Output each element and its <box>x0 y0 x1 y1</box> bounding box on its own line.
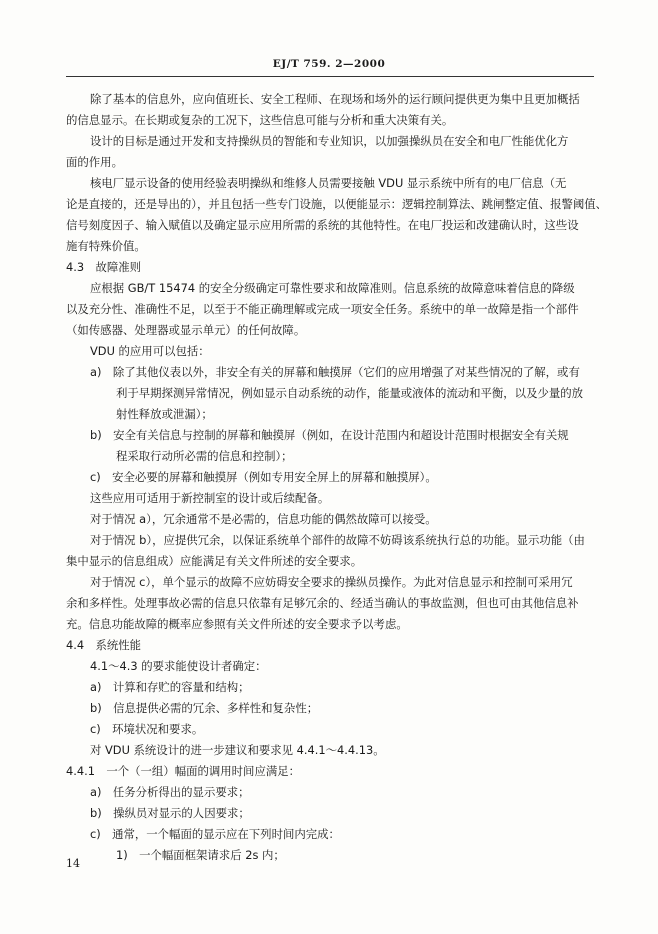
list-item: c) 通常，一个幅面的显示应在下列时间内完成： <box>90 827 340 841</box>
sub-list-item: 1) 一个幅面框架请求后 2s 内； <box>116 848 285 862</box>
list-item: a) 计算和存贮的容量和结构； <box>90 680 250 694</box>
paragraph-line: 对于情况 c），单个显示的故障不应妨碍安全要求的操纵员操作。为此对信息显示和控制可采用冗 <box>90 575 573 589</box>
paragraph-line: 的信息显示。在长期或复杂的工况下，这些信息可能与分析和重大决策有关。 <box>66 113 454 127</box>
list-item: c) 安全必要的屏幕和触摸屏（例如专用安全屏上的屏幕和触摸屏）。 <box>90 470 437 484</box>
subsection-heading: 4.4.1 一个（一组）幅面的调用时间应满足： <box>66 764 301 778</box>
paragraph-line: 这些应用可适用于新控制室的设计或后续配备。 <box>90 491 330 505</box>
list-item: a) 除了其他仪表以外，非安全有关的屏幕和触摸屏（它们的应用增强了对某些情况的了解，或有 <box>90 365 580 379</box>
paragraph-line: 论是直接的，还是导出的），并且包括一些专门设施，以便能显示：逻辑控制算法、跳闸整定值、报警阈值、 <box>66 197 608 211</box>
list-item: a) 任务分析得出的显示要求； <box>90 785 250 799</box>
paragraph-line: （如传感器、处理器或显示单元）的任何故障。 <box>66 323 306 337</box>
page-number: 14 <box>66 857 80 870</box>
list-item: c) 环境状况和要求。 <box>90 722 204 736</box>
paragraph-line: 以及充分性、准确性不足，以至于不能正确理解或完成一项安全任务。系统中的单一故障是指一个部件 <box>66 302 579 316</box>
paragraph-line: 集中显示的信息组成）应能满足有关文件所述的安全要求。 <box>66 554 363 568</box>
paragraph-line: 设计的目标是通过开发和支持操纵员的智能和专业知识，以加强操纵员在安全和电厂性能优化方 <box>90 134 569 148</box>
list-item-cont: 射性释放或泄漏）； <box>116 407 213 421</box>
list-item: b) 信息提供必需的冗余、多样性和复杂性； <box>90 701 319 715</box>
paragraph-line: VDU 的应用可以包括： <box>90 344 210 358</box>
standard-code-header: EJ/T 759. 2—2000 <box>272 58 386 70</box>
paragraph-line: 信号刻度因子、输入赋值以及确定显示应用所需的系统的其他特性。在电厂投运和改建确认时，这些设 <box>66 218 579 232</box>
paragraph-line: 余和多样性。处理事故必需的信息只依靠有足够冗余的、经适当确认的事故监测，但也可由其他信息补 <box>66 596 579 610</box>
list-item-cont: 利于早期探测异常情况，例如显示自动系统的动作，能量或液体的流动和平衡，以及少量的放 <box>116 386 584 400</box>
list-item: b) 操纵员对显示的人因要求； <box>90 806 250 820</box>
paragraph-line: 核电厂显示设备的使用经验表明操纵和维修人员需要接触 VDU 显示系统中所有的电厂信息（无 <box>90 176 567 190</box>
list-item: b) 安全有关信息与控制的屏幕和触摸屏（例如，在设计范围内和超设计范围时根据安全有关规 <box>90 428 569 442</box>
section-heading: 4.4 系统性能 <box>66 638 142 652</box>
paragraph-line: 对于情况 b），应提供冗余，以保证系统单个部件的故障不妨碍该系统执行总的功能。显示功能（由 <box>90 533 585 547</box>
section-heading: 4.3 故障准则 <box>66 260 142 274</box>
paragraph-line: 面的作用。 <box>66 155 123 169</box>
paragraph-line: 充。信息功能故障的概率应参照有关文件所述的安全要求予以考虑。 <box>66 617 408 631</box>
paragraph-line: 对于情况 a），冗余通常不是必需的，信息功能的偶然故障可以接受。 <box>90 512 437 526</box>
paragraph-line: 对 VDU 系统设计的进一步建议和要求见 4.4.1～4.4.13。 <box>90 743 385 757</box>
paragraph-line: 4.1～4.3 的要求能使设计者确定： <box>90 659 267 673</box>
paragraph-line: 除了基本的信息外，应向值班长、安全工程师、在现场和场外的运行顾问提供更为集中且更加概括 <box>90 92 580 106</box>
list-item-cont: 程采取行动所必需的信息和控制）； <box>116 449 293 463</box>
paragraph-line: 应根据 GB/T 15474 的安全分级确定可靠性要求和故障准则。信息系统的故障意味着信息的降级 <box>90 281 575 295</box>
header-rule <box>66 76 594 77</box>
paragraph-line: 施有特殊价值。 <box>66 239 146 253</box>
